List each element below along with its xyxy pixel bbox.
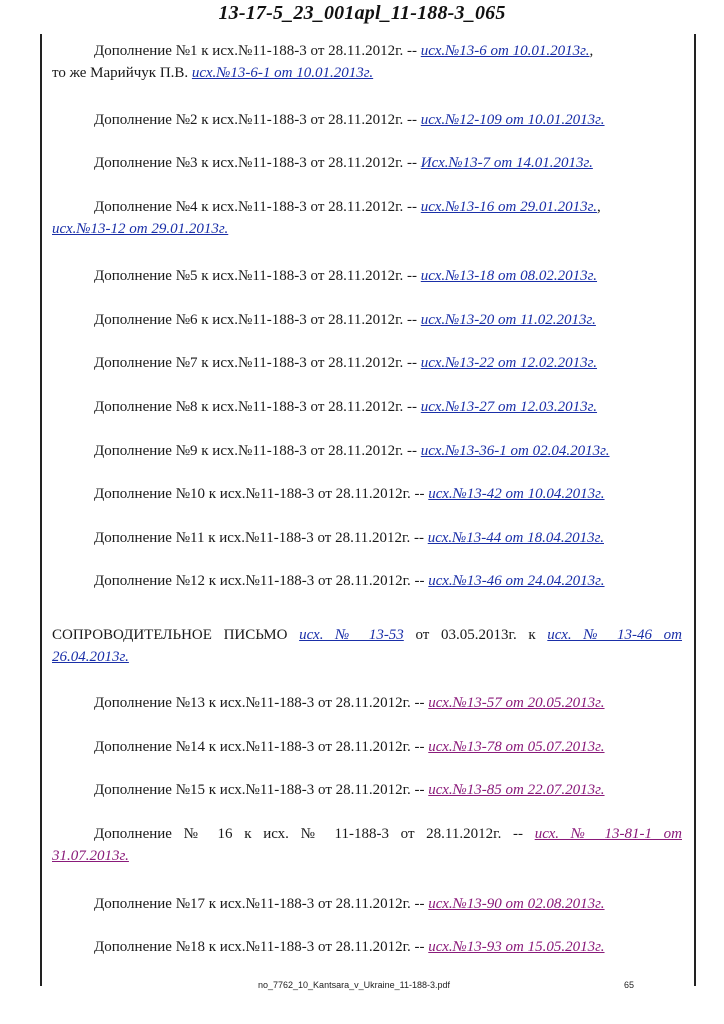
entry-3	[52, 152, 682, 174]
entry-punct: ,	[589, 43, 594, 59]
entry-1	[52, 40, 682, 84]
entry-link[interactable]: исх.№13-42 от 10.04.2013г.	[428, 486, 605, 502]
entry-text: Дополнение №12 к исх.№11-188-3 от 28.11.2012г. --	[94, 573, 429, 589]
entry-link[interactable]: исх.№13-6 от 10.01.2013г.	[420, 43, 590, 59]
entry-text: Дополнение №5 к исх.№11-188-3 от 28.11.2012г. --	[94, 268, 421, 284]
entry-5	[52, 265, 682, 287]
entry-9	[52, 440, 682, 462]
entry-link[interactable]: исх.№13-44 от 18.04.2013г.	[427, 530, 604, 546]
entry-13	[52, 692, 682, 714]
cover-letter-entry	[52, 624, 682, 668]
entry-link[interactable]: исх. № 13-81-1 от	[534, 826, 682, 842]
cover-letter-label: СОПРОВОДИТЕЛЬНОЕ ПИСЬМО	[52, 627, 300, 643]
entry-link[interactable]: исх.№13-18 от 08.02.2013г.	[420, 268, 598, 284]
entry-text: Дополнение №15 к исх.№11-188-3 от 28.11.2012г. --	[94, 782, 429, 798]
entry-link[interactable]: исх.№12-109 от 10.01.2013г.	[420, 112, 605, 128]
entry-7	[52, 352, 682, 374]
entry-text: Дополнение №18 к исх.№11-188-3 от 28.11.2012г. --	[94, 939, 429, 955]
entry-text: Дополнение №1 к исх.№11-188-3 от 28.11.2012г. --	[94, 43, 421, 59]
entry-link[interactable]: исх.№13-20 от 11.02.2013г.	[420, 312, 596, 328]
entry-2	[52, 109, 682, 131]
entry-12	[52, 570, 682, 592]
entry-link[interactable]: исх.№13-85 от 22.07.2013г.	[428, 782, 605, 798]
cover-letter-mid: от 03.05.2013г. к	[403, 627, 548, 643]
entry-17	[52, 893, 682, 915]
entry-14	[52, 736, 682, 758]
entry-link[interactable]: Исх.№13-7 от 14.01.2013г.	[420, 155, 593, 171]
entry-link[interactable]: исх.№13-12 от 29.01.2013г.	[52, 221, 229, 237]
entry-link[interactable]: исх.№13-16 от 29.01.2013г.	[420, 199, 598, 215]
entry-text: Дополнение №4 к исх.№11-188-3 от 28.11.2012г. --	[94, 199, 421, 215]
entry-text: Дополнение № 16 к исх. № 11-188-3 от 28.11.2012г. --	[94, 826, 535, 842]
entry-15	[52, 779, 682, 801]
entry-link[interactable]: исх.№13-22 от 12.02.2013г.	[420, 355, 598, 371]
entry-text: Дополнение №13 к исх.№11-188-3 от 28.11.2012г. --	[94, 695, 429, 711]
entry-link[interactable]: исх.№13-78 от 05.07.2013г.	[428, 739, 605, 755]
entry-text: Дополнение №8 к исх.№11-188-3 от 28.11.2012г. --	[94, 399, 421, 415]
entry-text: Дополнение №3 к исх.№11-188-3 от 28.11.2012г. --	[94, 155, 421, 171]
entry-18	[52, 936, 682, 958]
entry-4	[52, 196, 682, 240]
cover-letter-link-2[interactable]: исх. № 13-46 от	[547, 627, 683, 643]
entry-link[interactable]: исх.№13-90 от 02.08.2013г.	[428, 896, 605, 912]
page-header-title: 13-17-5_23_001apl_11-188-3_065	[218, 2, 506, 24]
footer-page-number: 65	[624, 980, 635, 990]
entry-punct: ,	[597, 199, 601, 215]
entry-link[interactable]: исх.№13-27 от 12.03.2013г.	[420, 399, 598, 415]
entry-link[interactable]: исх.№13-93 от 15.05.2013г.	[428, 939, 605, 955]
entry-text: то же Марийчук П.В.	[52, 65, 192, 81]
entry-8	[52, 396, 682, 418]
entry-text: Дополнение №9 к исх.№11-188-3 от 28.11.2012г. --	[94, 443, 421, 459]
entry-6	[52, 309, 682, 331]
cover-letter-link-2-cont[interactable]: 26.04.2013г.	[52, 649, 129, 665]
entry-text: Дополнение №11 к исх.№11-188-3 от 28.11.2012г. --	[94, 530, 428, 546]
cover-letter-link-1[interactable]: исх. № 13-53	[299, 627, 404, 643]
entry-text: Дополнение №7 к исх.№11-188-3 от 28.11.2012г. --	[94, 355, 421, 371]
entry-link[interactable]: исх.№13-6-1 от 10.01.2013г.	[191, 65, 374, 81]
entry-11	[52, 527, 682, 549]
entry-link[interactable]: исх.№13-46 от 24.04.2013г.	[428, 573, 605, 589]
entry-text: Дополнение №10 к исх.№11-188-3 от 28.11.2012г. --	[94, 486, 429, 502]
entry-text: Дополнение №2 к исх.№11-188-3 от 28.11.2012г. --	[94, 112, 421, 128]
entry-link-cont[interactable]: 31.07.2013г.	[52, 848, 129, 864]
entry-link[interactable]: исх.№13-57 от 20.05.2013г.	[428, 695, 605, 711]
entry-link[interactable]: исх.№13-36-1 от 02.04.2013г.	[420, 443, 610, 459]
entry-16	[52, 823, 682, 867]
entry-text: Дополнение №17 к исх.№11-188-3 от 28.11.2012г. --	[94, 896, 429, 912]
entry-text: Дополнение №14 к исх.№11-188-3 от 28.11.2012г. --	[94, 739, 429, 755]
footer-filename: no_7762_10_Kantsara_v_Ukraine_11-188-3.pdf	[258, 980, 450, 990]
right-margin-line	[694, 34, 696, 986]
left-margin-line	[40, 34, 42, 986]
entry-10	[52, 483, 682, 505]
entry-text: Дополнение №6 к исх.№11-188-3 от 28.11.2012г. --	[94, 312, 421, 328]
